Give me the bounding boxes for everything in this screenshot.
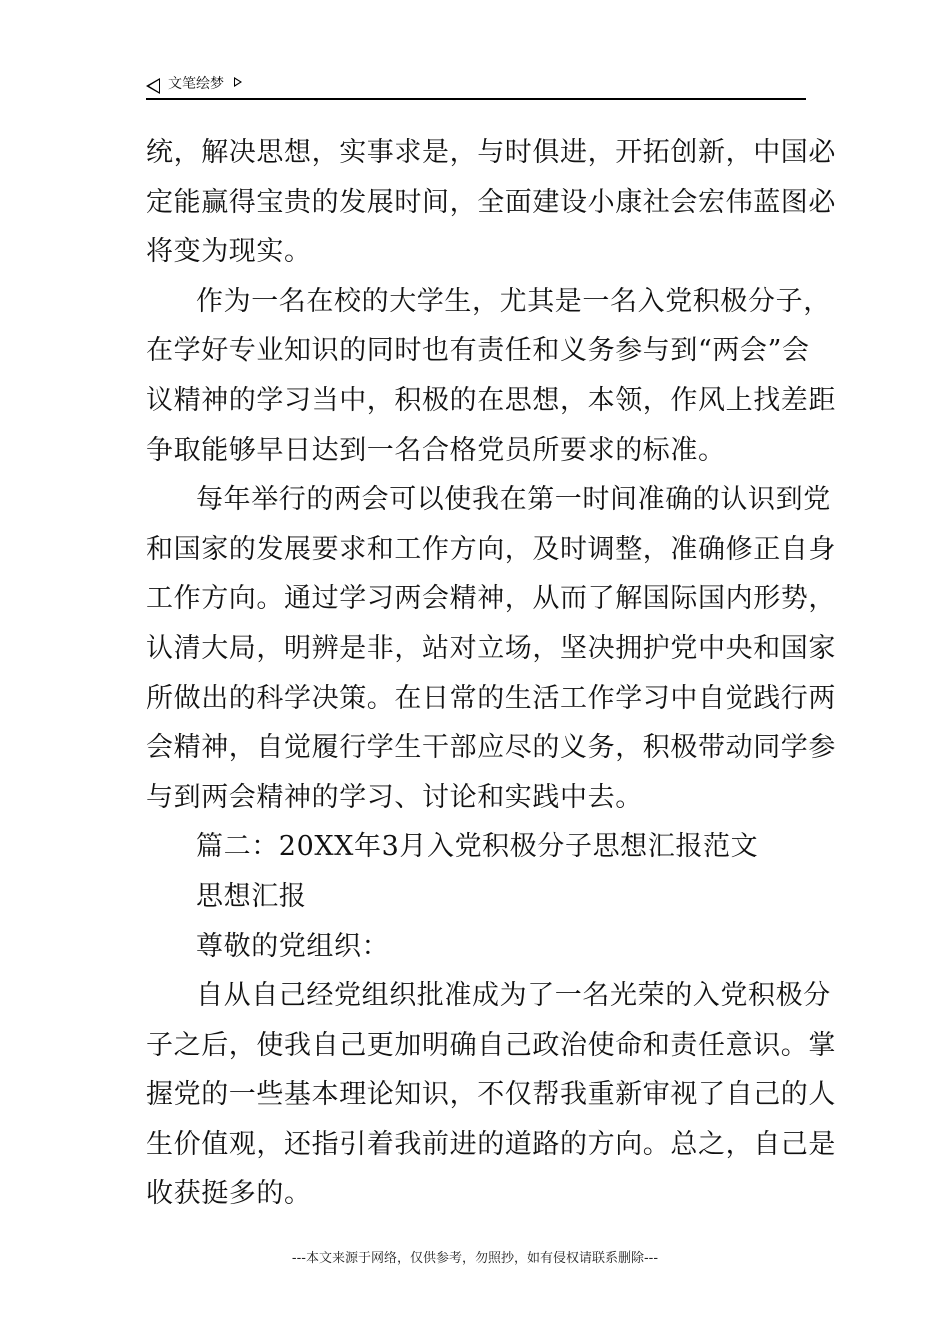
text-line: 议精神的学习当中，积极的在思想，本领，作风上找差距 xyxy=(146,384,836,416)
text-line: 握党的一些基本理论知识，不仅帮我重新审视了自己的人 xyxy=(146,1079,836,1111)
triangle-right-icon xyxy=(234,77,242,87)
header-title: 文笔绘梦 xyxy=(168,76,224,92)
text-line: 生价值观，还指引着我前进的道路的方向。总之，自己是 xyxy=(146,1128,836,1160)
text-line: 自从自己经党组织批准成为了一名光荣的入党积极分 xyxy=(196,980,831,1012)
text-line: 与到两会精神的学习、讨论和实践中去。 xyxy=(146,781,643,813)
text-line: 每年举行的两会可以使我在第一时间准确的认识到党 xyxy=(196,484,831,516)
text-line: 认清大局，明辨是非，站对立场，坚决拥护党中央和国家 xyxy=(146,632,836,664)
text-line: 争取能够早日达到一名合格党员所要求的标准。 xyxy=(146,434,726,466)
salutation: 尊敬的党组织： xyxy=(196,930,390,962)
triangle-left-icon xyxy=(146,78,160,94)
text-line: 作为一名在校的大学生，尤其是一名入党积极分子， xyxy=(196,285,831,317)
text-line: 在学好专业知识的同时也有责任和义务参与到“两会”会 xyxy=(146,335,810,367)
text-line: 定能赢得宝贵的发展时间，全面建设小康社会宏伟蓝图必 xyxy=(146,186,836,218)
report-title: 思想汇报 xyxy=(196,880,307,912)
document-body xyxy=(146,128,836,1219)
footer-disclaimer: ---本文来源于网络，仅供参考，勿照抄，如有侵权请联系删除--- xyxy=(291,1251,659,1266)
text-line: 统，解决思想，实事求是，与时俱进，开拓创新，中国必 xyxy=(146,137,836,168)
text-line: 所做出的科学决策。在日常的生活工作学习中自觉践行两 xyxy=(146,682,836,714)
text-line: 子之后，使我自己更加明确自己政治使命和责任意识。掌 xyxy=(146,1029,836,1061)
text-line: 将变为现实。 xyxy=(146,236,312,268)
text-line: 工作方向。通过学习两会精神，从而了解国际国内形势， xyxy=(146,583,836,615)
text-line: 和国家的发展要求和工作方向，及时调整，准确修正自身 xyxy=(146,533,836,565)
text-line: 收获挺多的。 xyxy=(146,1178,312,1210)
page-header xyxy=(146,74,806,100)
text-line: 会精神，自觉履行学生干部应尽的义务，积极带动同学参 xyxy=(146,732,836,764)
section-heading: 篇二：20XX年3月入党积极分子思想汇报范文 xyxy=(196,831,759,863)
